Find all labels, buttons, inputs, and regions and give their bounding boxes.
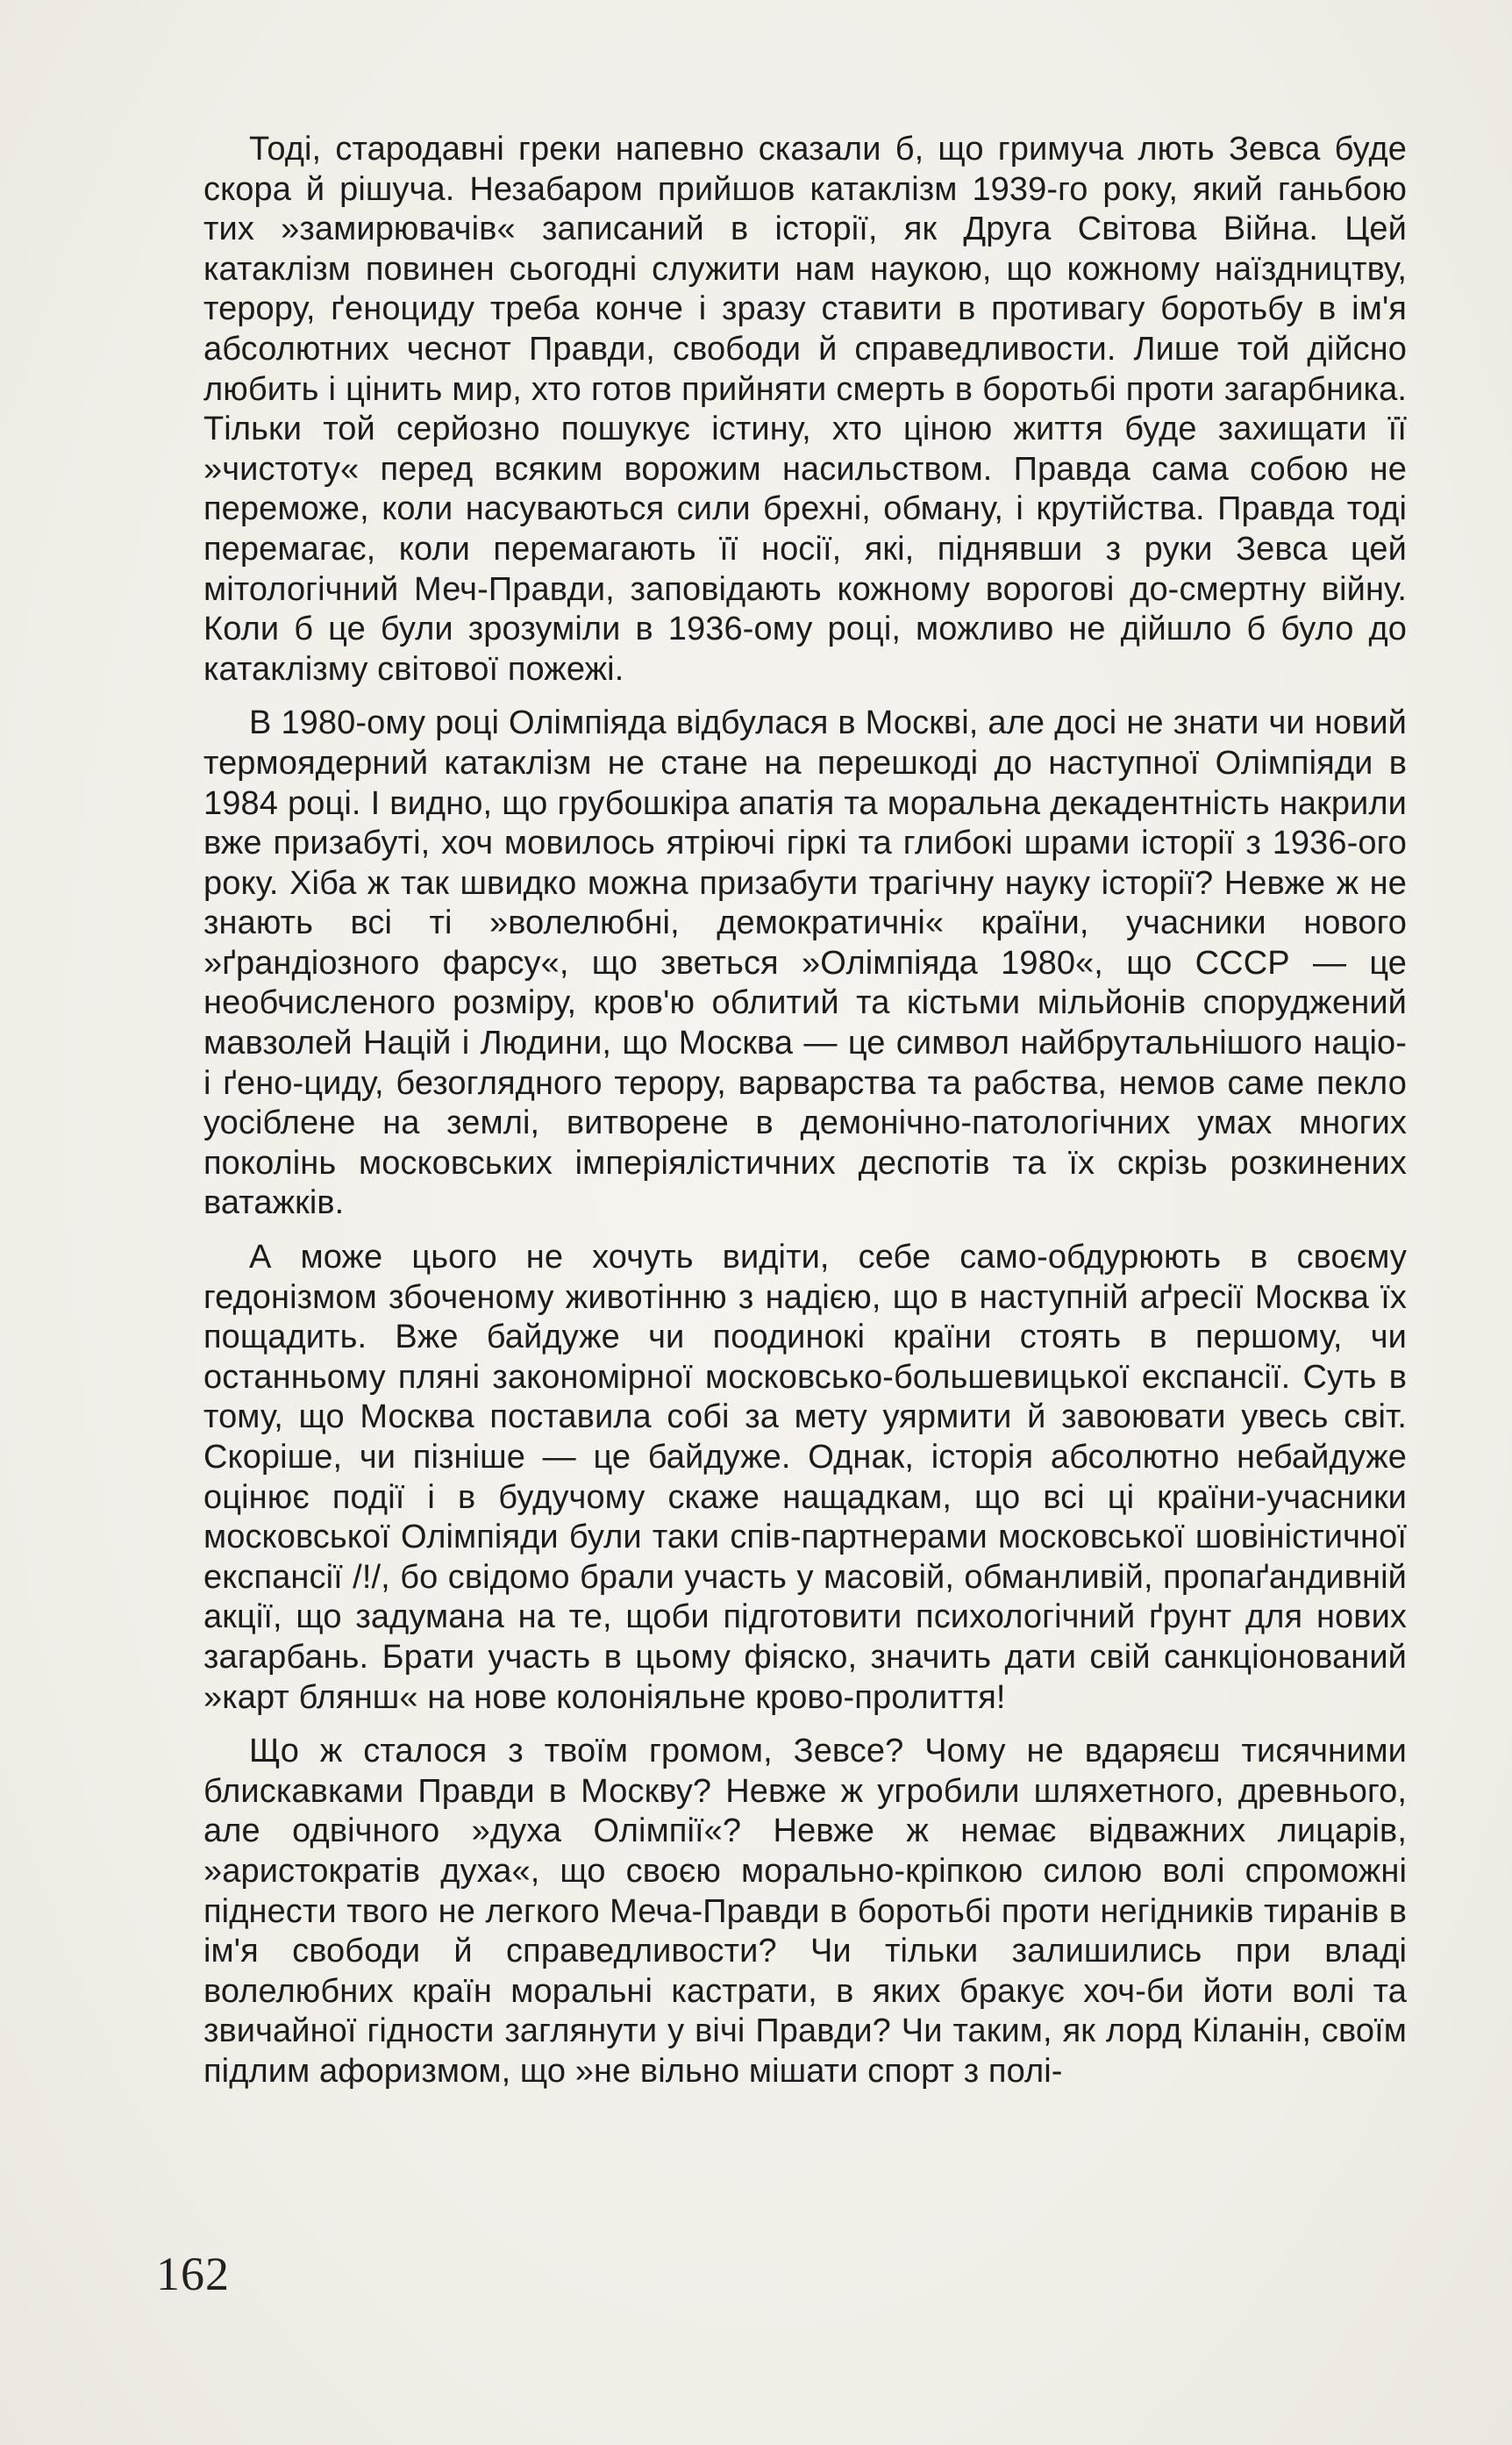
paragraph-2: В 1980-ому році Олімпіяда відбулася в Москві, але досі не знати чи новий термоядерний катаклізм не стане на перешкоді до наступної Олімпіяди в 1984 році. І видно, що грубошкіра апатія та моральна декадентність накрили вже призабуті, хоч мовилось ятріючі гіркі та глибокі шрами історії з 1936-ого року. Хіба ж так швидко можна призабути трагічну науку історії? Невже ж не знають всі ті »волелюбні, демократичні« країни, учасники нового »ґрандіозного фарсу«, що зветься »Олімпіяда 1980«, що СССР — це необчисленого розміру, кров'ю облитий та кістьми мільйонів споруджений мавзолей Націй і Людини, що Москва — це символ найбрутальнішого націо- і ґено-циду, безоглядного терору, варварства та рабства, немов саме пекло уосіблене на землі, витворене в демонічно-патологічних умах многих поколінь московських імперіялістичних деспотів та їх скрізь розкинених ватажків.: [203, 704, 1407, 1222]
body-text: [203, 130, 1407, 2106]
paragraph-4: Що ж сталося з твоїм громом, Зевсе? Чому не вдаряєш тисячними блискавками Правди в Москву? Невже ж угробили шляхетного, древнього, але одвічного »духа Олімпії«? Невже ж немає відважних лицарів, »аристократів духа«, що своєю морально-кріпкою силою волі спроможні піднести твого не легкого Меча-Правди в боротьбі проти негідників тиранів в ім'я свободи й справедливости? Чи тільки залишились при владі волелюбних країн моральні кастрати, в яких бракує хоч-би йоти волі та звичайної гідности заглянути у вічі Правди? Чи таким, як лорд Кіланін, своїм підлим афоризмом, що »не вільно мішати спорт з полі-: [203, 1733, 1407, 2090]
paragraph-3: А може цього не хочуть видіти, себе само-обдурюють в своєму гедонізмом збоченому животінню з надією, що в наступній аґресії Москва їх пощадить. Вже байдуже чи поодинокі країни стоять в першому, чи останньому пляні закономірної московсько-большевицької експансії. Суть в тому, що Москва поставила собі за мету уярмити й завоювати увесь світ. Скоріше, чи пізніше — це байдуже. Однак, історія абсолютно небайдуже оцінює події і в будучому скаже нащадкам, що всі ці країни-учасники московської Олімпіяди були таки спів-партнерами московської шовіністичної експансії /!/, бо свідомо брали участь у масовій, обманливій, пропаґандивній акції, що задумана на те, щоби підготовити психологічний ґрунт для нових загарбань. Брати участь в цьому фіяско, значить дати свій санкціонований »карт блянш« на нове колоніяльне крово-пролиття!: [203, 1239, 1407, 1716]
paragraph-1: Тоді, стародавні греки напевно сказали б, що гримуча лють Зевса буде скора й рішуча. Незабаром прийшов катаклізм 1939-го року, який ганьбою тих »замирювачів« записаний в історії, як Друга Світова Війна. Цей катаклізм повинен сьогодні служити нам наукою, що кожному наїздництву, терору, ґеноциду треба конче і зразу ставити в противагу боротьбу в ім'я абсолютних чеснот Правди, свободи й справедливости. Лише той дійсно любить і цінить мир, хто готов прийняти смерть в боротьбі проти загарбника. Тільки той серйозно пошукує істину, хто ціною життя буде захищати її »чистоту« перед всяким ворожим насильством. Правда сама собою не переможе, коли насуваються сили брехні, обману, і крутійства. Правда тоді перемагає, коли перемагають її носії, які, піднявши з руки Зевса цей мітологічний Меч-Правди, заповідають кожному ворогові до-смертну війну. Коли б це були зрозуміли в 1936-ому році, можливо не дійшло б було до катаклізму світової пожежі.: [203, 131, 1407, 688]
page-number: 162: [156, 2248, 230, 2300]
